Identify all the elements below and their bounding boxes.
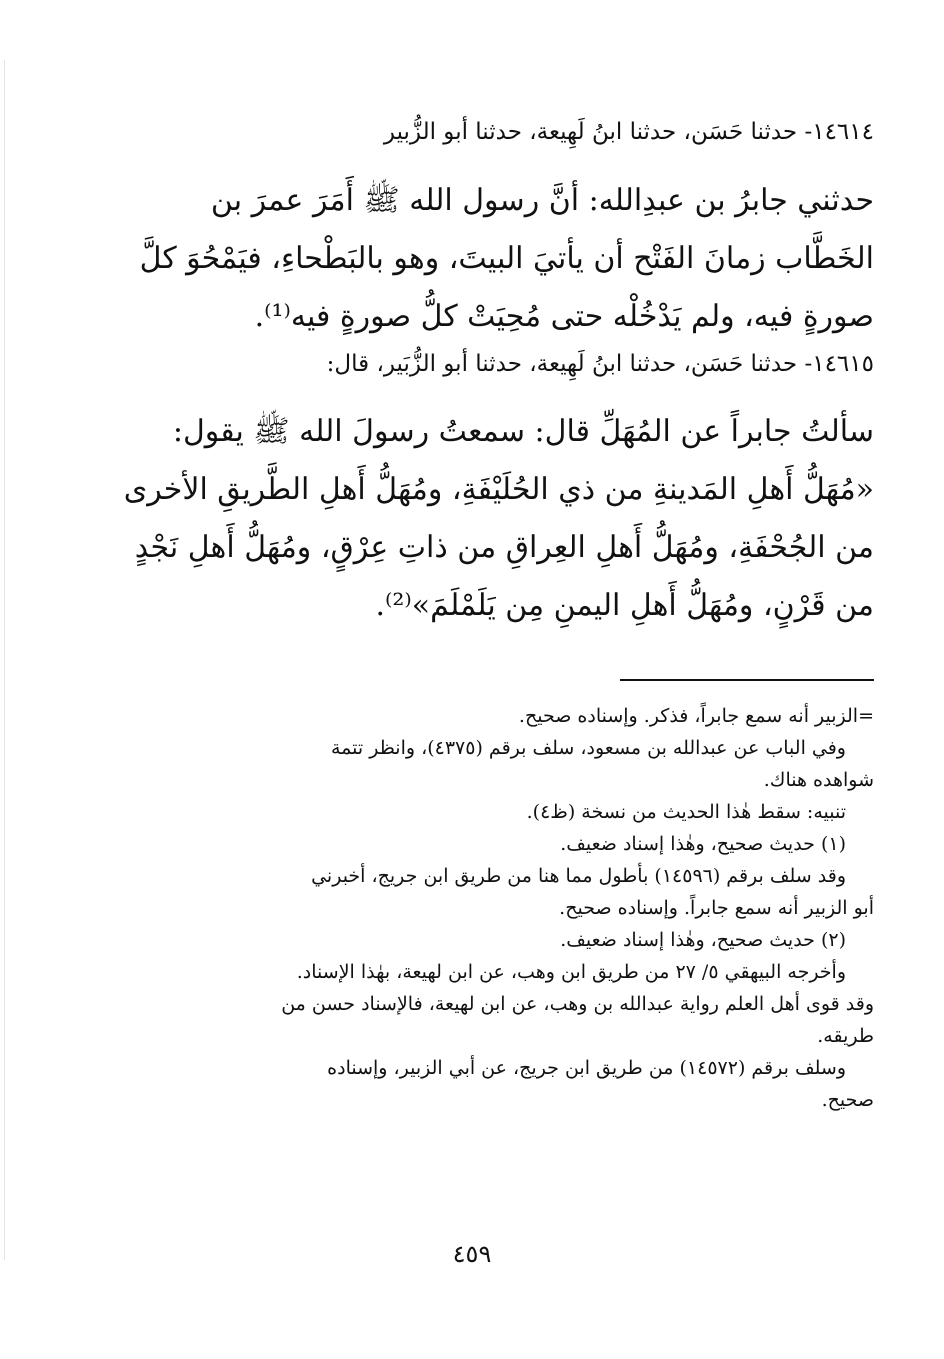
matn-line: صورةٍ فيه، ولم يَدْخُلْه حتى مُحِيَتْ كلُّ صورةٍ فيه⁽¹⁾. bbox=[254, 299, 874, 334]
footnote-line: وفي الباب عن عبدالله بن مسعود، سلف برقم (٤٣٧٥)، وانظر تتمة bbox=[331, 737, 846, 759]
footnote-line: أبو الزبير أنه سمع جابراً. وإسناده صحيح. bbox=[559, 897, 874, 919]
footnotes bbox=[168, 700, 874, 1116]
matn-line: من قَرْنٍ، ومُهَلُّ أَهلِ اليمنِ مِن يَلَمْلَمَ»⁽²⁾. bbox=[375, 588, 874, 623]
matn-line: حدثني جابرُ بن عبدِالله: أنَّ رسول الله ﷺ أَمَرَ عمرَ بن bbox=[210, 183, 874, 218]
matn-line: الخَطَّاب زمانَ الفَتْح أن يأتيَ البيتَ، وهو بالبَطْحاءِ، فيَمْحُوَ كلَّ bbox=[139, 241, 874, 276]
page-edge-mark bbox=[4, 60, 5, 1260]
footnote-line: وسلف برقم (١٤٥٧٢) من طريق ابن جريج، عن أبي الزبير، وإسناده bbox=[327, 1057, 846, 1079]
footnote-line: وقد سلف برقم (١٤٥٩٦) بأطول مما هنا من طريق ابن جريج، أخبرني bbox=[311, 865, 846, 887]
page-number: ٤٥٩ bbox=[452, 1240, 492, 1268]
hadith-header-line: ١٤٦١٤- حدثنا حَسَن، حدثنا ابنُ لَهِيعة، حدثنا أبو الزُّبير bbox=[383, 119, 874, 145]
footnote-line: شواهده هناك. bbox=[763, 769, 874, 791]
hadith-14615-matn bbox=[123, 403, 874, 635]
matn-line: «مُهَلُّ أَهلِ المَدينةِ من ذي الحُلَيْفَةِ، ومُهَلُّ أَهلِ الطَّريقِ الأخرى bbox=[123, 472, 874, 507]
footnote-line: =الزبير أنه سمع جابراً، فذكر. وإسناده صحيح. bbox=[518, 705, 874, 727]
footnote-line: وأخرجه البيهقي ٥/ ٢٧ من طريق ابن وهب، عن ابن لهيعة، بهٰذا الإسناد. bbox=[296, 961, 846, 983]
footnote-separator bbox=[620, 679, 874, 681]
footnote-line: (١) حديث صحيح، وهٰذا إسناد ضعيف. bbox=[560, 833, 846, 855]
hadith-14614-matn bbox=[139, 172, 874, 346]
footnote-line: تنبيه: سقط هٰذا الحديث من نسخة (ظ٤). bbox=[526, 801, 846, 823]
footnote-line: طريقه. bbox=[817, 1025, 874, 1047]
hadith-14614-header bbox=[168, 112, 874, 152]
matn-line: من الجُحْفَةِ، ومُهَلُّ أَهلِ العِراقِ من ذاتِ عِرْقٍ، ومُهَلُّ أَهلِ نَجْدٍ bbox=[134, 530, 874, 565]
hadith-14615-header bbox=[168, 344, 874, 384]
footnote-line: (٢) حديث صحيح، وهٰذا إسناد ضعيف. bbox=[560, 929, 846, 951]
footnote-line: صحيح. bbox=[821, 1089, 874, 1111]
matn-line: سألتُ جابراً عن المُهَلِّ قال: سمعتُ رسولَ الله ﷺ يقول: bbox=[172, 414, 874, 449]
hadith-header-line: ١٤٦١٥- حدثنا حَسَن، حدثنا ابنُ لَهِيعة، حدثنا أبو الزُّبَير، قال: bbox=[326, 351, 874, 377]
footnote-line: وقد قوى أهل العلم رواية عبدالله بن وهب، عن ابن لهيعة، فالإسناد حسن من bbox=[281, 993, 874, 1015]
